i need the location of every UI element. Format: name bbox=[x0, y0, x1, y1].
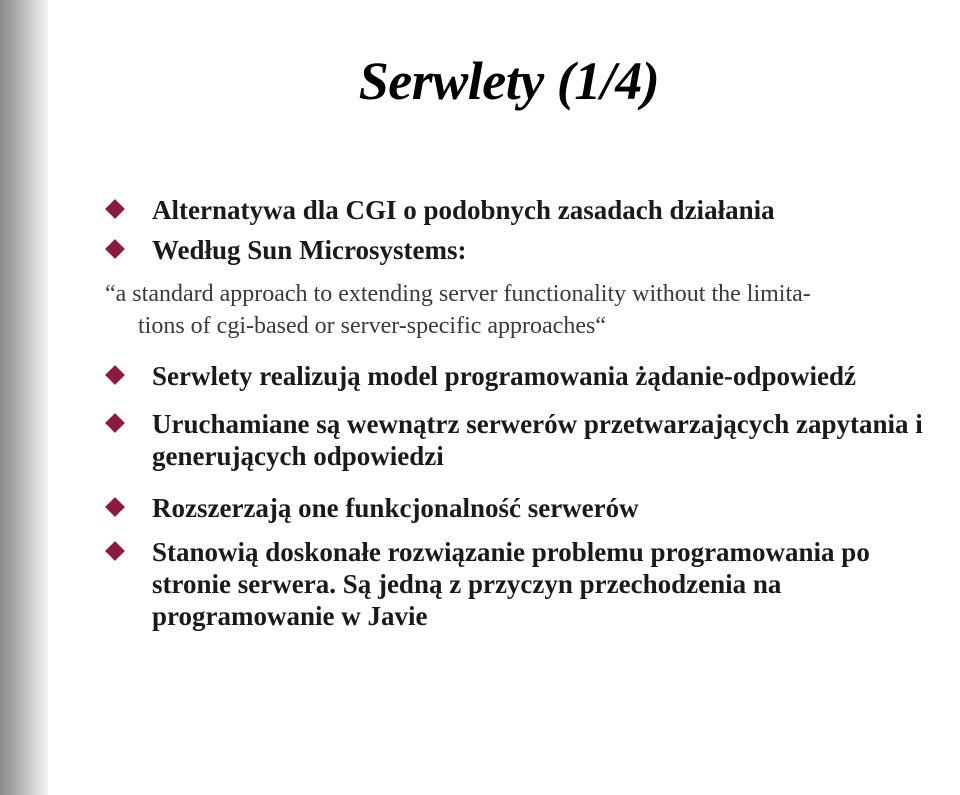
quote-line: tions of cgi-based or server-specific approaches“ bbox=[138, 313, 606, 339]
diamond-bullet-icon bbox=[105, 497, 125, 517]
bullet-line: programowanie w Javie bbox=[152, 601, 428, 631]
slide-title: Serwlety (1/4) bbox=[358, 51, 660, 111]
bullet-line: Stanowią doskonałe rozwiązanie problemu programowania po bbox=[152, 537, 870, 567]
bullet-text: Rozszerzają one funkcjonalność serwerów bbox=[152, 493, 639, 523]
bullet-text: Według Sun Microsystems: bbox=[152, 235, 467, 265]
side-bar bbox=[0, 0, 48, 795]
bullet-text bbox=[152, 536, 870, 632]
diamond-bullet-icon bbox=[105, 541, 125, 561]
diamond-bullet-icon bbox=[105, 413, 125, 433]
bullet-text bbox=[152, 408, 923, 472]
bullet-line: Uruchamiane są wewnątrz serwerów przetwarzających zapytania i bbox=[152, 409, 923, 439]
diamond-bullet-icon bbox=[105, 199, 125, 219]
quote-block bbox=[105, 278, 811, 342]
bullet-line: stronie serwera. Są jedną z przyczyn przechodzenia na bbox=[152, 569, 782, 599]
bullet-line: generujących odpowiedzi bbox=[152, 441, 444, 471]
diamond-bullet-icon bbox=[105, 239, 125, 259]
quote-line: “a standard approach to extending server functionality without the limita- bbox=[105, 281, 811, 307]
bullet-text: Alternatywa dla CGI o podobnych zasadach działania bbox=[152, 195, 775, 225]
diamond-bullet-icon bbox=[105, 365, 125, 385]
bullet-text: Serwlety realizują model programowania żądanie-odpowiedź bbox=[152, 361, 856, 391]
